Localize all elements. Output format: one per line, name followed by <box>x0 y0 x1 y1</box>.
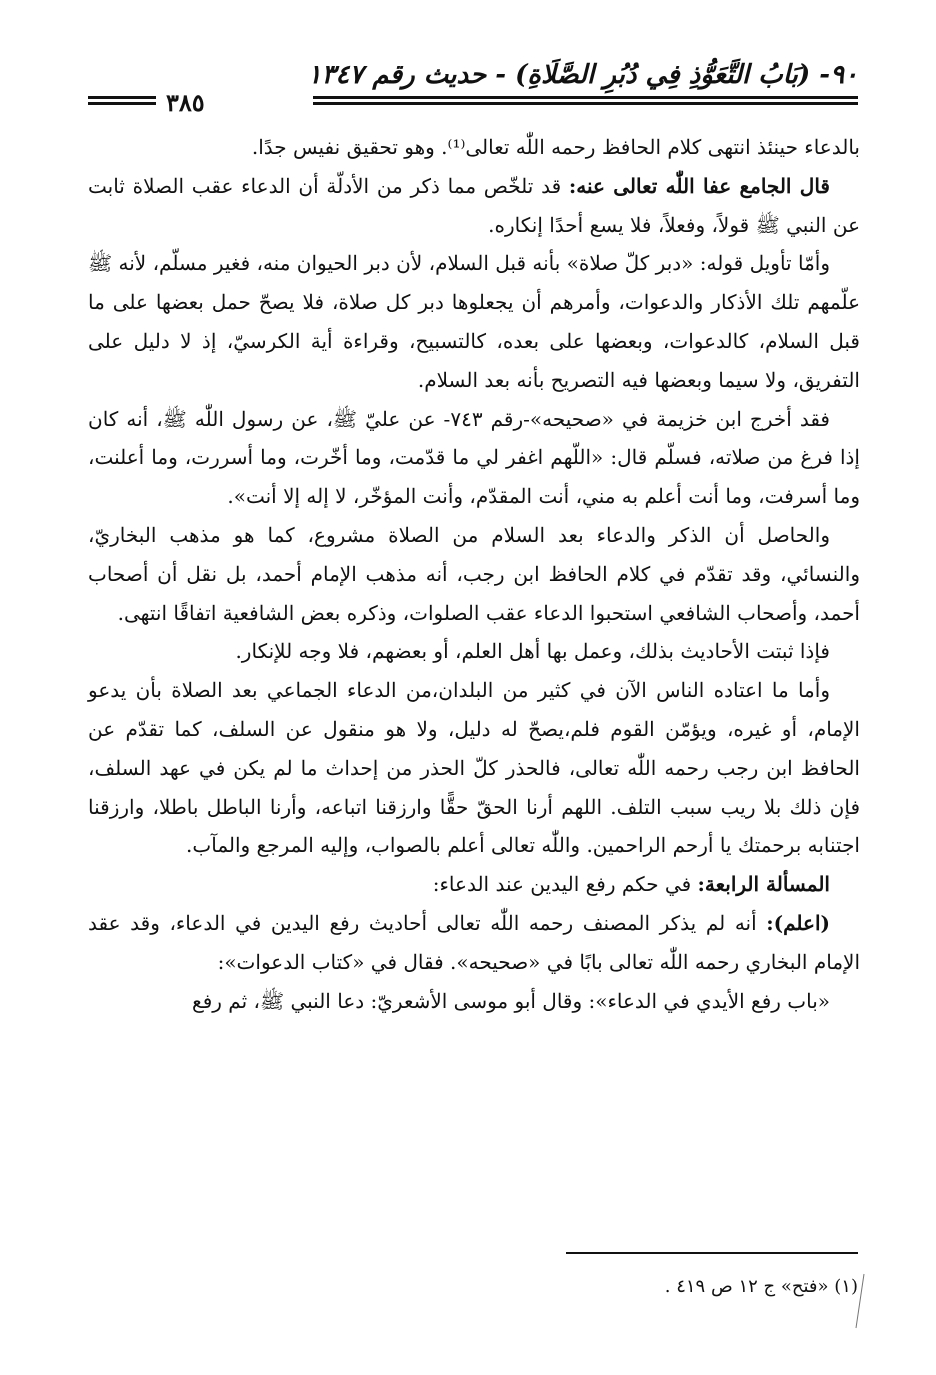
footnote-separator <box>566 1252 858 1254</box>
paragraph: والحاصل أن الذكر والدعاء بعد السلام من الصلاة مشروع، كما هو مذهب البخاريّ، والنسائي، وقد تقدّم في كلام الحافظ ابن رجب، أنه مذهب الإمام أحمد، بل نقل أن أصحاب أحمد، وأصحاب الشافعي استحبوا الدعاء عقب الصلوات، وذكره بعض الشافعية اتفاقًا انتهى. <box>88 522 860 625</box>
header-rule <box>313 96 858 99</box>
running-header <box>88 58 858 117</box>
paragraph: وأما ما اعتاده الناس الآن في كثير من البلدان،من الدعاء الجماعي بعد الصلاة بأن يدعو الإمام، أو غيره، ويؤمّن القوم فلم،يصحّ له دليل، ولا هو منقول عن السلف، كما تقدّم عن الحافظ ابن رجب رحمه اللّٰه تعالى، فالحذر كلّ الحذر من إحداث ما لم يكن في عهد السلف، فإن ذلك بلا ريب سبب التلف. اللهم أرنا الحقّ حقًّا وارزقنا اتباعه، وأرنا الباطل باطلا، وارزقنا اجتنابه برحمتك يا أرحم الراحمين. واللّٰه تعالى أعلم بالصواب، وإليه المرجع والمآب. <box>88 678 860 858</box>
main-text <box>88 128 860 1020</box>
paragraph <box>88 865 860 904</box>
header-rule <box>88 102 156 105</box>
chapter-heading: ٩٠- (بَابُ التَّعَوُّذِ فِي دُبُرِ الصَّلَاةِ) - حديث رقم ١٣٤٧ <box>307 60 858 90</box>
margin-mark <box>852 1272 868 1330</box>
paragraph <box>88 167 860 245</box>
paragraph: بالدعاء حينئذ انتهى كلام الحافظ رحمه اللّٰه تعالى⁽¹⁾. وهو تحقيق نفيس جدًا. <box>251 135 860 159</box>
section-heading: المسألة الرابعة: <box>697 872 830 897</box>
paragraph-text: في حكم رفع اليدين عند الدعاء: <box>432 872 698 897</box>
paragraph: فإذا ثبتت الأحاديث بذلك، وعمل بها أهل العلم، أو بعضهم، فلا وجه للإنكار. <box>235 639 830 664</box>
paragraph-text: قد تلخّص مما ذكر من الأدلّة أن الدعاء عقب الصلاة ثابت عن النبي ﷺ قولاً، وفعلاً، فلا يسع أحدًا إنكاره. <box>88 173 860 237</box>
footnote: (١) «فتح» ج ١٢ ص ٤١٩ . <box>664 1276 858 1297</box>
paragraph: «باب رفع الأيدي في الدعاء»: وقال أبو موسى الأشعريّ: دعا النبي ﷺ، ثم رفع <box>192 988 830 1013</box>
paragraph: فقد أخرج ابن خزيمة في «صحيحه»-رقم ٧٤٣- عن عليّ ﷺ، عن رسول اللّٰه ﷺ، أنه كان إذا فرغ من صلاته، فسلّم قال: «اللّهم اغفر لي ما قدّمت، وما أخّرت، وما أسررت، وما أعلنت، وما أسرفت، وما أنت أعلم به مني، أنت المقدّم، وأنت المؤخّر، لا إله إلا أنت». <box>88 406 860 509</box>
page-number: ٣٨٥ <box>166 88 205 117</box>
header-rule <box>313 102 858 105</box>
bold-lead-in: (اعلم): <box>766 910 830 935</box>
paragraph <box>88 904 860 982</box>
paragraph-text: أنه لم يذكر المصنف رحمه اللّٰه تعالى أحاديث رفع اليدين في الدعاء، وقد عقد الإمام البخاري رحمه اللّٰه تعالى بابًا في «صحيحه». فقال في «كتاب الدعوات»: <box>88 910 860 974</box>
header-rule <box>88 96 156 99</box>
paragraph: وأمّا تأويل قوله: «دبر كلّ صلاة» بأنه قبل السلام، لأن دبر الحيوان منه، فغير مسلّم، لأنه ﷺ علّمهم تلك الأذكار والدعوات، وأمرهم أن يجعلوها دبر كل صلاة، فلا يصحّ حمل بعضها على ما قبل السلام، كالدعوات، وبعضها على بعده، كالتسبيح، وقراءة أية الكرسيّ، إذ لا دليل على التفريق، ولا سيما وبعضها فيه التصريح بأنه بعد السلام. <box>88 251 860 392</box>
bold-lead-in: قال الجامع عفا اللّٰه تعالى عنه: <box>568 173 830 198</box>
